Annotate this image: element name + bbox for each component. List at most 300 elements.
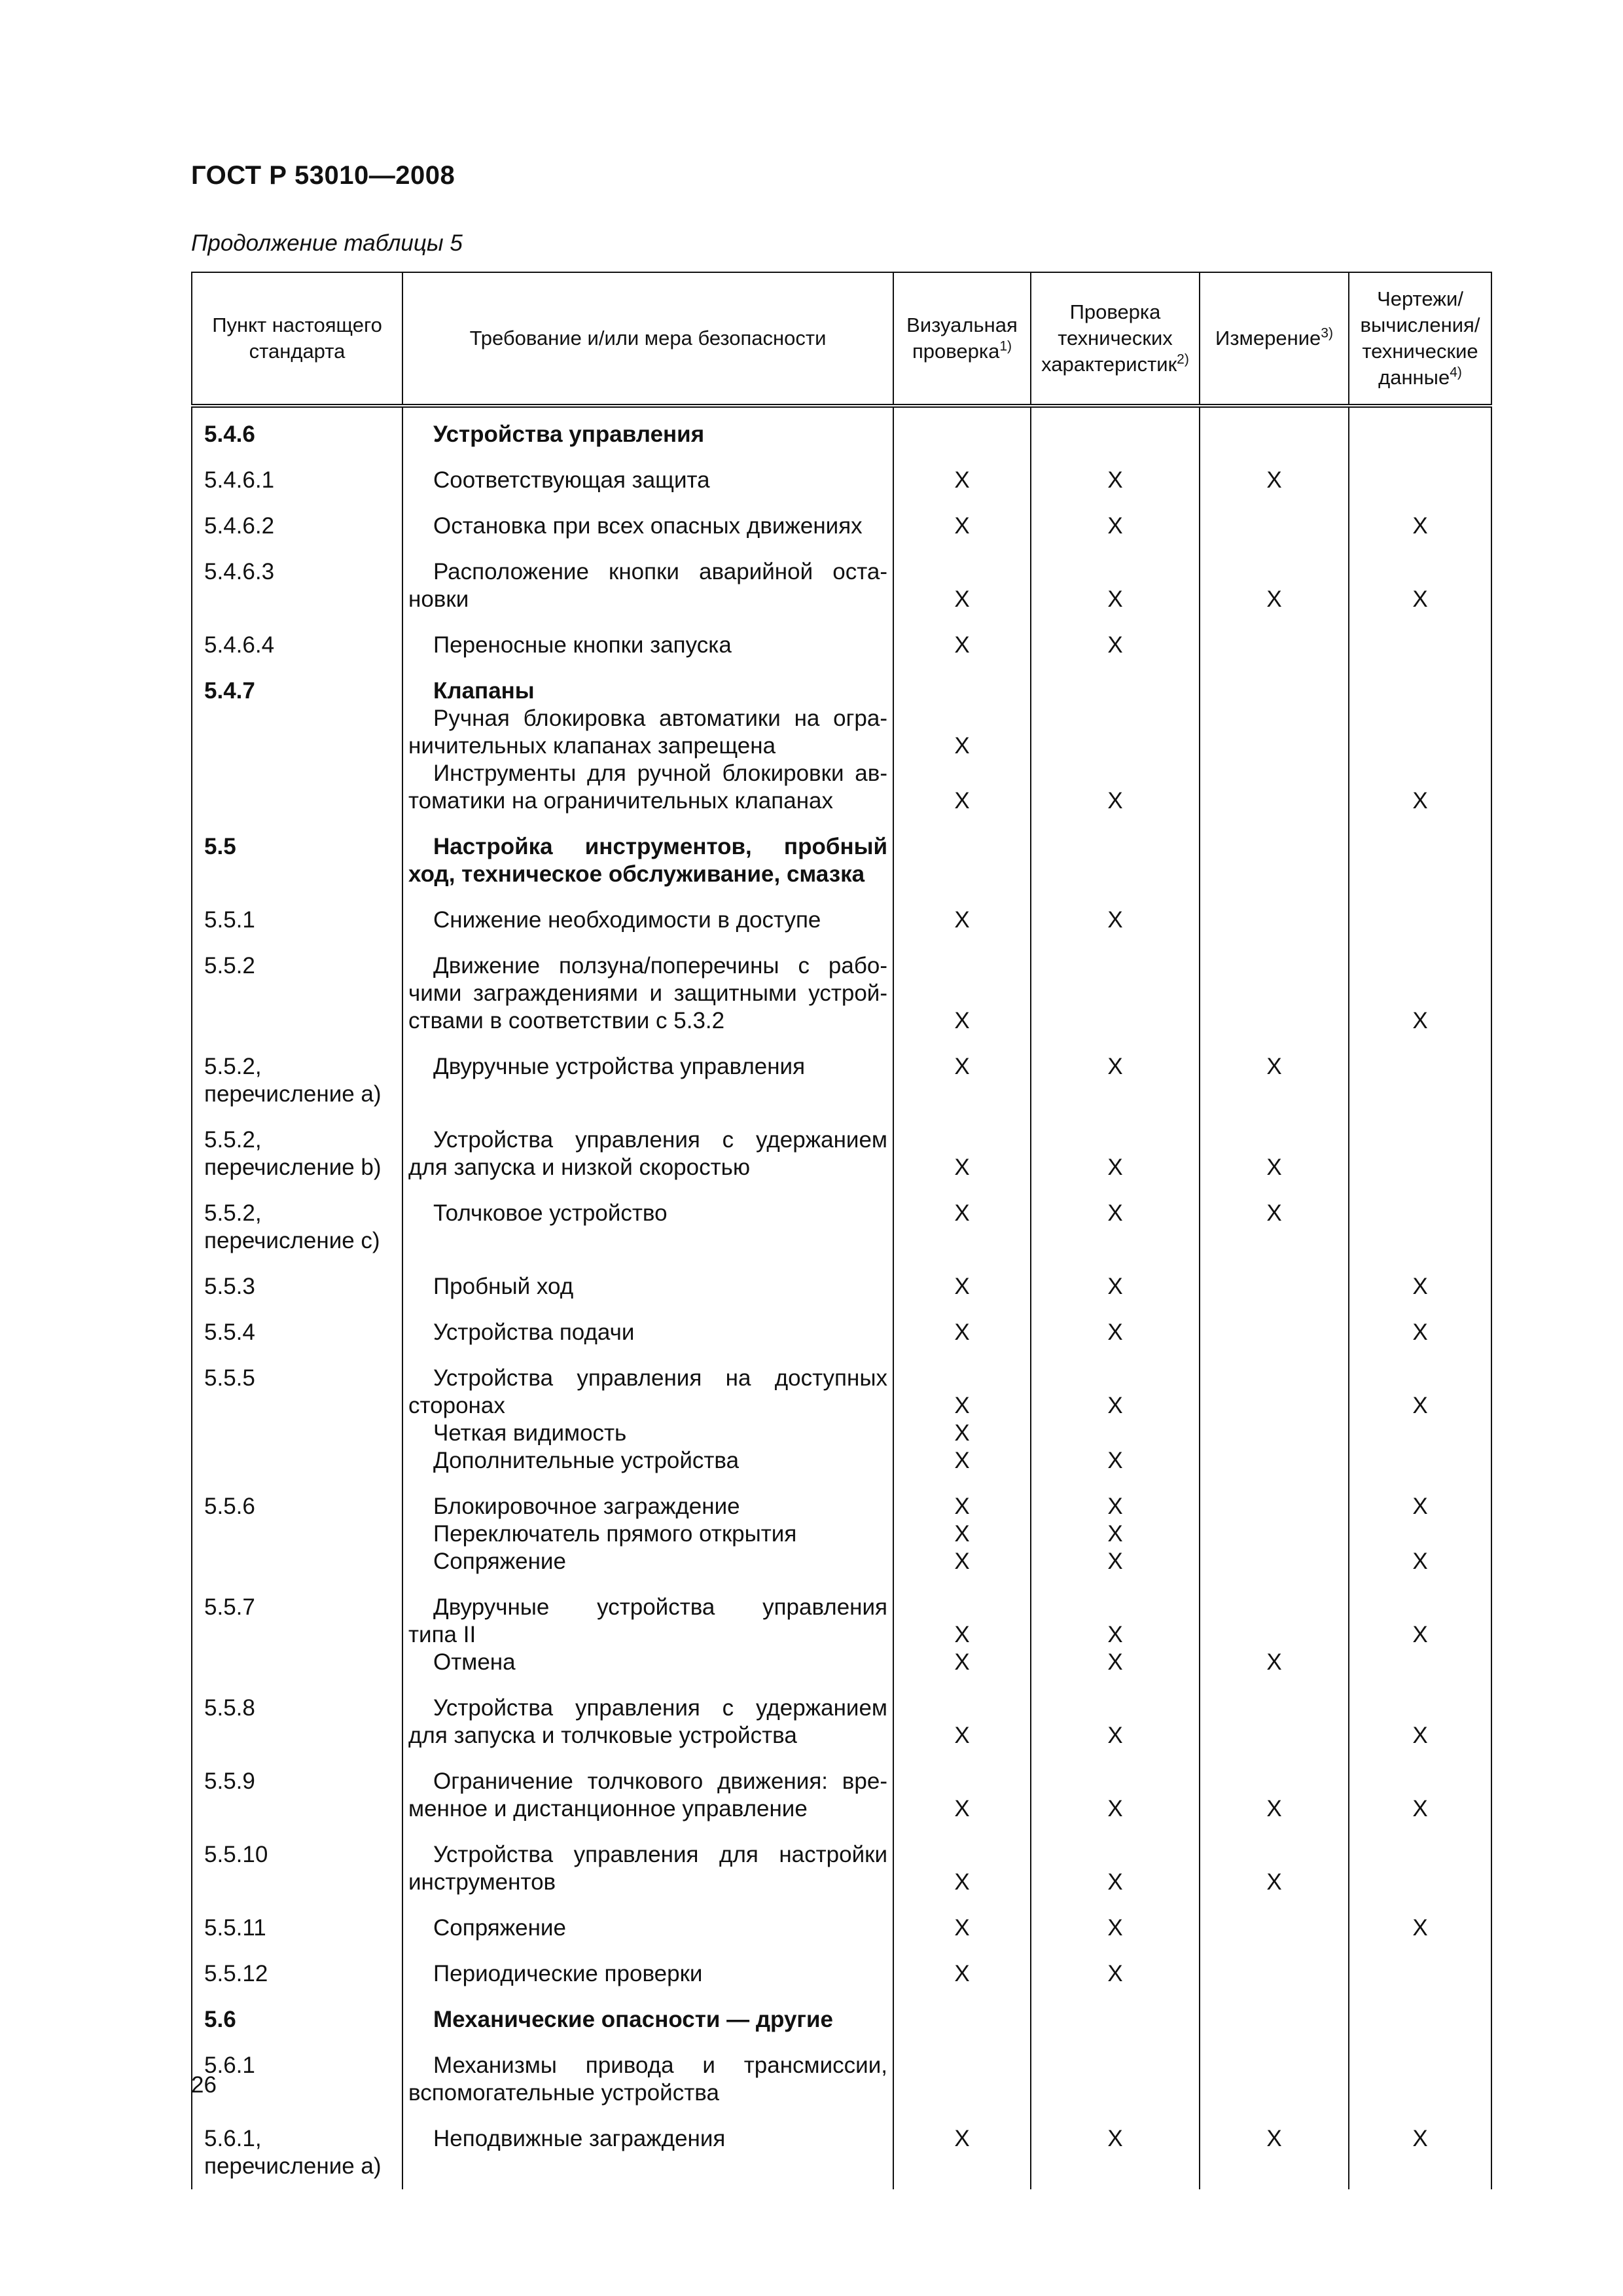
check-mark: X	[954, 1054, 970, 1079]
check-mark	[1200, 1392, 1348, 1420]
drawings-data-cell	[1349, 622, 1491, 668]
check-mark: X	[954, 1622, 970, 1647]
performance-check-cell	[1031, 1759, 1200, 1832]
check-mark	[1200, 1126, 1348, 1154]
requirement-line: Толчковое устройство	[433, 1200, 668, 1226]
measurement-cell	[1200, 1951, 1349, 1997]
requirement-cell	[402, 2043, 893, 2116]
check-mark	[894, 1594, 1030, 1621]
drawings-data-cell	[1349, 1685, 1491, 1759]
requirement-cell	[402, 1759, 893, 1832]
requirement-line: новки	[408, 586, 469, 612]
measurement-cell	[1200, 1191, 1349, 1264]
clause-cell	[192, 1484, 402, 1585]
performance-check-cell	[1031, 1685, 1200, 1759]
check-mark: X	[1266, 586, 1282, 612]
check-mark: X	[1412, 1796, 1428, 1821]
check-mark	[1200, 1447, 1348, 1475]
check-mark	[1349, 1447, 1491, 1475]
performance-check-cell	[1031, 1951, 1200, 1997]
check-mark	[1200, 2006, 1348, 2034]
check-mark: X	[1107, 2126, 1123, 2151]
clause-line: перечисление b)	[204, 1155, 382, 1180]
check-mark: X	[1266, 1200, 1282, 1226]
check-mark	[894, 1768, 1030, 1795]
check-mark: X	[1412, 1723, 1428, 1748]
measurement-cell	[1200, 2043, 1349, 2116]
requirement-cell	[402, 503, 893, 549]
check-mark	[1200, 952, 1348, 980]
clause-line: перечисление а)	[204, 1081, 382, 1107]
table-row	[192, 1997, 1491, 2043]
clause-line: 5.5.3	[204, 1274, 255, 1299]
requirement-line: Устройства управления с удержанием	[433, 1127, 887, 1153]
performance-check-cell	[1031, 1832, 1200, 1905]
check-mark	[1349, 1200, 1491, 1227]
check-mark	[1349, 1520, 1491, 1548]
drawings-data-cell	[1349, 1191, 1491, 1264]
footnote-ref: 1)	[999, 338, 1012, 354]
requirement-cell	[402, 2116, 893, 2189]
drawings-data-cell	[1349, 943, 1491, 1044]
visual-check-cell	[893, 622, 1031, 668]
table-row	[192, 549, 1491, 622]
check-mark	[1031, 1768, 1199, 1795]
requirement-line: томатики на ограничительных клапанах	[408, 788, 833, 814]
check-mark	[894, 1126, 1030, 1154]
check-mark	[1200, 732, 1348, 760]
check-mark	[1200, 705, 1348, 732]
header-requirement-text: Требование и/или мера безопасности	[469, 327, 827, 350]
check-mark: X	[1107, 1054, 1123, 1079]
check-mark: X	[1107, 1869, 1123, 1895]
visual-check-cell	[893, 1759, 1031, 1832]
check-mark	[1349, 1695, 1491, 1722]
check-mark	[1031, 1126, 1199, 1154]
check-mark	[894, 421, 1030, 448]
drawings-data-cell	[1349, 1832, 1491, 1905]
clause-line: 5.6.1,	[204, 2126, 262, 2151]
visual-check-cell	[893, 1191, 1031, 1264]
header-performance-check-text: Проверка технических характеристик	[1041, 300, 1177, 376]
check-mark	[1349, 980, 1491, 1007]
check-mark: X	[1266, 2126, 1282, 2151]
visual-check-cell	[893, 1905, 1031, 1951]
clause-cell	[192, 1310, 402, 1355]
table-row	[192, 1759, 1491, 1832]
check-mark	[1200, 1493, 1348, 1520]
table-row	[192, 1905, 1491, 1951]
header-measurement-text: Измерение	[1215, 327, 1321, 350]
table-row	[192, 1832, 1491, 1905]
table-row	[192, 2043, 1491, 2116]
check-mark: X	[1107, 1723, 1123, 1748]
visual-check-cell	[893, 1355, 1031, 1484]
check-mark: X	[954, 1961, 970, 1986]
check-mark	[894, 2052, 1030, 2079]
requirement-line: Отмена	[433, 1649, 516, 1675]
requirement-cell	[402, 457, 893, 503]
requirement-line: Двуручные устройства управления	[433, 1594, 887, 1620]
performance-check-cell	[1031, 503, 1200, 549]
check-mark	[894, 1841, 1030, 1869]
performance-check-cell	[1031, 1905, 1200, 1951]
check-mark: X	[1412, 1915, 1428, 1941]
footnote-ref: 4)	[1450, 365, 1462, 380]
header-clause-text: Пункт настоящего стандарта	[212, 314, 382, 363]
requirement-cell	[402, 1044, 893, 1117]
header-visual-check	[893, 272, 1031, 406]
requirement-line: Переносные кнопки запуска	[433, 632, 732, 658]
check-mark	[1349, 732, 1491, 760]
check-mark: X	[1266, 1054, 1282, 1079]
clause-line: 5.4.7	[204, 678, 255, 704]
requirement-cell	[402, 668, 893, 824]
requirement-cell	[402, 1117, 893, 1191]
requirement-line: вспомогательные устройства	[408, 2080, 719, 2106]
clause-cell	[192, 1759, 402, 1832]
visual-check-cell	[893, 897, 1031, 943]
clause-line: 5.5.2,	[204, 1200, 262, 1226]
check-mark: X	[1107, 1961, 1123, 1986]
check-mark	[1349, 1594, 1491, 1621]
requirement-cell	[402, 1484, 893, 1585]
measurement-cell	[1200, 668, 1349, 824]
clause-line: 5.5.2	[204, 953, 255, 978]
visual-check-cell	[893, 1951, 1031, 1997]
table-row	[192, 824, 1491, 897]
check-mark: X	[954, 788, 970, 814]
check-mark: X	[1107, 788, 1123, 814]
clause-line: перечисление с)	[204, 1228, 380, 1253]
header-drawings-data-text: Чертежи/ вычисления/ технические данные	[1360, 287, 1480, 389]
visual-check-cell	[893, 1997, 1031, 2043]
check-mark: X	[1412, 513, 1428, 539]
check-mark	[1200, 1365, 1348, 1392]
requirement-line: Периодические проверки	[433, 1961, 703, 1986]
drawings-data-cell	[1349, 1117, 1491, 1191]
clause-cell	[192, 406, 402, 457]
check-mark	[1031, 833, 1199, 861]
check-mark: X	[954, 1723, 970, 1748]
check-mark	[1200, 1548, 1348, 1575]
check-mark	[1349, 952, 1491, 980]
table-row	[192, 943, 1491, 1044]
requirement-cell	[402, 549, 893, 622]
check-mark: X	[954, 1448, 970, 1473]
check-mark: X	[1107, 632, 1123, 658]
header-drawings-data	[1349, 272, 1491, 406]
requirement-cell	[402, 1355, 893, 1484]
measurement-cell	[1200, 1832, 1349, 1905]
measurement-cell	[1200, 1759, 1349, 1832]
performance-check-cell	[1031, 943, 1200, 1044]
measurement-cell	[1200, 1264, 1349, 1310]
clause-cell	[192, 1191, 402, 1264]
performance-check-cell	[1031, 1044, 1200, 1117]
clause-line: 5.5.9	[204, 1768, 255, 1794]
check-mark	[1200, 512, 1348, 540]
measurement-cell	[1200, 1355, 1349, 1484]
visual-check-cell	[893, 943, 1031, 1044]
drawings-data-cell	[1349, 1951, 1491, 1997]
check-mark	[1349, 833, 1491, 861]
visual-check-cell	[893, 406, 1031, 457]
check-mark: X	[1412, 1319, 1428, 1345]
check-mark: X	[1412, 1549, 1428, 1574]
table-row	[192, 622, 1491, 668]
check-mark	[1349, 558, 1491, 586]
clause-line: 5.4.6	[204, 422, 255, 447]
check-mark: X	[954, 1869, 970, 1895]
measurement-cell	[1200, 622, 1349, 668]
requirement-line: Настройка инструментов, пробный	[433, 834, 887, 859]
check-mark: X	[954, 513, 970, 539]
drawings-data-cell	[1349, 406, 1491, 457]
check-mark	[1349, 760, 1491, 787]
requirement-cell	[402, 1264, 893, 1310]
requirement-line: Сопряжение	[433, 1915, 566, 1941]
check-mark: X	[1266, 467, 1282, 493]
drawings-data-cell	[1349, 1044, 1491, 1117]
requirement-line: Ограничение толчкового движения: вре-	[433, 1768, 887, 1794]
check-mark	[1200, 632, 1348, 659]
check-mark	[1200, 421, 1348, 448]
requirement-cell	[402, 1832, 893, 1905]
check-mark	[1349, 705, 1491, 732]
visual-check-cell	[893, 1044, 1031, 1117]
measurement-cell	[1200, 1310, 1349, 1355]
requirement-line: Пробный ход	[433, 1274, 574, 1299]
check-mark: X	[1412, 1393, 1428, 1418]
table-row	[192, 897, 1491, 943]
check-mark: X	[954, 1649, 970, 1675]
check-mark: X	[954, 586, 970, 612]
visual-check-cell	[893, 1117, 1031, 1191]
table-row	[192, 1484, 1491, 1585]
drawings-data-cell	[1349, 2043, 1491, 2116]
clause-line: 5.5.6	[204, 1494, 255, 1519]
clause-cell	[192, 1685, 402, 1759]
check-mark	[1349, 1869, 1491, 1896]
check-mark	[1031, 1841, 1199, 1869]
requirement-cell	[402, 824, 893, 897]
performance-check-cell	[1031, 1310, 1200, 1355]
requirement-cell	[402, 1905, 893, 1951]
requirement-cell	[402, 1585, 893, 1685]
requirement-cell	[402, 1685, 893, 1759]
check-mark	[894, 558, 1030, 586]
clause-cell	[192, 1905, 402, 1951]
check-mark	[1349, 1768, 1491, 1795]
check-mark	[1349, 2006, 1491, 2034]
clause-cell	[192, 1951, 402, 1997]
clause-line: 5.5.5	[204, 1365, 255, 1391]
check-mark	[1200, 677, 1348, 705]
check-mark: X	[1107, 907, 1123, 933]
clause-line: 5.5.7	[204, 1594, 255, 1620]
requirement-line: типа II	[408, 1622, 476, 1647]
clause-cell	[192, 897, 402, 943]
visual-check-cell	[893, 457, 1031, 503]
check-mark	[894, 952, 1030, 980]
performance-check-cell	[1031, 1997, 1200, 2043]
requirement-line: Устройства подачи	[433, 1319, 635, 1345]
check-mark: X	[1412, 1622, 1428, 1647]
requirement-line: Соответствующая защита	[433, 467, 710, 493]
check-mark	[1200, 1007, 1348, 1035]
check-mark	[1349, 467, 1491, 494]
check-mark	[1200, 980, 1348, 1007]
requirement-line: Дополнительные устройства	[433, 1448, 740, 1473]
check-mark	[1200, 787, 1348, 815]
performance-check-cell	[1031, 668, 1200, 824]
check-mark	[1031, 732, 1199, 760]
visual-check-cell	[893, 2043, 1031, 2116]
table-header-row	[192, 272, 1491, 406]
check-mark	[1200, 1722, 1348, 1749]
safety-measures-table	[191, 272, 1492, 2189]
check-mark: X	[1412, 1008, 1428, 1033]
table-row	[192, 457, 1491, 503]
clause-cell	[192, 1585, 402, 1685]
table-row	[192, 406, 1491, 457]
measurement-cell	[1200, 503, 1349, 549]
measurement-cell	[1200, 2116, 1349, 2189]
check-mark: X	[1107, 1155, 1123, 1180]
check-mark	[1349, 906, 1491, 934]
table-row	[192, 668, 1491, 824]
measurement-cell	[1200, 1905, 1349, 1951]
check-mark	[1200, 1695, 1348, 1722]
clause-line: 5.5.2,	[204, 1054, 262, 1079]
check-mark: X	[1107, 1448, 1123, 1473]
check-mark	[1031, 2006, 1199, 2034]
requirement-cell	[402, 943, 893, 1044]
requirement-line: Инструменты для ручной блокировки ав-	[433, 761, 887, 786]
clause-cell	[192, 1117, 402, 1191]
requirement-line: Расположение кнопки аварийной оста-	[433, 559, 887, 584]
requirement-line: Неподвижные заграждения	[433, 2126, 726, 2151]
check-mark: X	[1107, 467, 1123, 493]
footnote-ref: 3)	[1321, 325, 1333, 341]
measurement-cell	[1200, 824, 1349, 897]
check-mark	[1200, 1841, 1348, 1869]
check-mark: X	[954, 1915, 970, 1941]
table-body	[192, 406, 1491, 2189]
clause-line: 5.4.6.3	[204, 559, 275, 584]
clause-cell	[192, 824, 402, 897]
check-mark	[1200, 1420, 1348, 1447]
check-mark	[1031, 1420, 1199, 1447]
requirement-cell	[402, 406, 893, 457]
requirement-cell	[402, 1951, 893, 1997]
check-mark: X	[1412, 1494, 1428, 1519]
check-mark	[1349, 2052, 1491, 2079]
requirement-line: ничительных клапанах запрещена	[408, 733, 776, 759]
clause-cell	[192, 943, 402, 1044]
check-mark	[1031, 1594, 1199, 1621]
requirement-cell	[402, 622, 893, 668]
check-mark: X	[1107, 1915, 1123, 1941]
check-mark	[1200, 1621, 1348, 1649]
performance-check-cell	[1031, 1585, 1200, 1685]
requirement-line: Механические опасности — другие	[433, 2007, 833, 2032]
check-mark: X	[1107, 1319, 1123, 1345]
performance-check-cell	[1031, 1484, 1200, 1585]
measurement-cell	[1200, 1585, 1349, 1685]
check-mark: X	[1107, 1393, 1123, 1418]
measurement-cell	[1200, 943, 1349, 1044]
visual-check-cell	[893, 2116, 1031, 2189]
table-row	[192, 1585, 1491, 1685]
visual-check-cell	[893, 668, 1031, 824]
check-mark: X	[1107, 1796, 1123, 1821]
clause-line: 5.6.1	[204, 2053, 255, 2078]
drawings-data-cell	[1349, 1264, 1491, 1310]
table-row	[192, 2116, 1491, 2189]
visual-check-cell	[893, 1832, 1031, 1905]
table-row	[192, 1310, 1491, 1355]
check-mark	[894, 980, 1030, 1007]
performance-check-cell	[1031, 406, 1200, 457]
check-mark: X	[954, 1420, 970, 1446]
clause-line: 5.5.8	[204, 1695, 255, 1721]
requirement-line: Устройства управления с удержанием	[433, 1695, 887, 1721]
check-mark	[1349, 2079, 1491, 2107]
check-mark: X	[954, 1796, 970, 1821]
check-mark	[894, 705, 1030, 732]
requirement-cell	[402, 897, 893, 943]
visual-check-cell	[893, 824, 1031, 897]
check-mark	[1200, 1768, 1348, 1795]
clause-cell	[192, 503, 402, 549]
clause-cell	[192, 549, 402, 622]
check-mark	[1200, 906, 1348, 934]
check-mark: X	[1107, 513, 1123, 539]
check-mark: X	[1107, 1649, 1123, 1675]
requirement-cell	[402, 1997, 893, 2043]
check-mark: X	[1412, 2126, 1428, 2151]
clause-cell	[192, 1832, 402, 1905]
clause-line: 5.4.6.4	[204, 632, 275, 658]
check-mark	[1200, 1273, 1348, 1300]
clause-cell	[192, 622, 402, 668]
requirement-line: для запуска и толчковые устройства	[408, 1723, 797, 1748]
table-caption: Продолжение таблицы 5	[191, 230, 463, 256]
visual-check-cell	[893, 549, 1031, 622]
check-mark	[1031, 980, 1199, 1007]
clause-cell	[192, 2116, 402, 2189]
clause-line: 5.5.10	[204, 1842, 268, 1867]
clause-line: 5.5.1	[204, 907, 255, 933]
requirement-cell	[402, 1191, 893, 1264]
requirement-line: Четкая видимость	[433, 1420, 627, 1446]
header-clause	[192, 272, 402, 406]
clause-cell	[192, 457, 402, 503]
check-mark	[1200, 558, 1348, 586]
measurement-cell	[1200, 897, 1349, 943]
check-mark	[1031, 760, 1199, 787]
requirement-line: Переключатель прямого открытия	[433, 1521, 797, 1547]
check-mark: X	[1412, 586, 1428, 612]
table-row	[192, 1951, 1491, 1997]
check-mark: X	[1266, 1649, 1282, 1675]
measurement-cell	[1200, 406, 1349, 457]
check-mark: X	[954, 1319, 970, 1345]
clause-line: 5.4.6.1	[204, 467, 275, 493]
check-mark: X	[954, 1200, 970, 1226]
